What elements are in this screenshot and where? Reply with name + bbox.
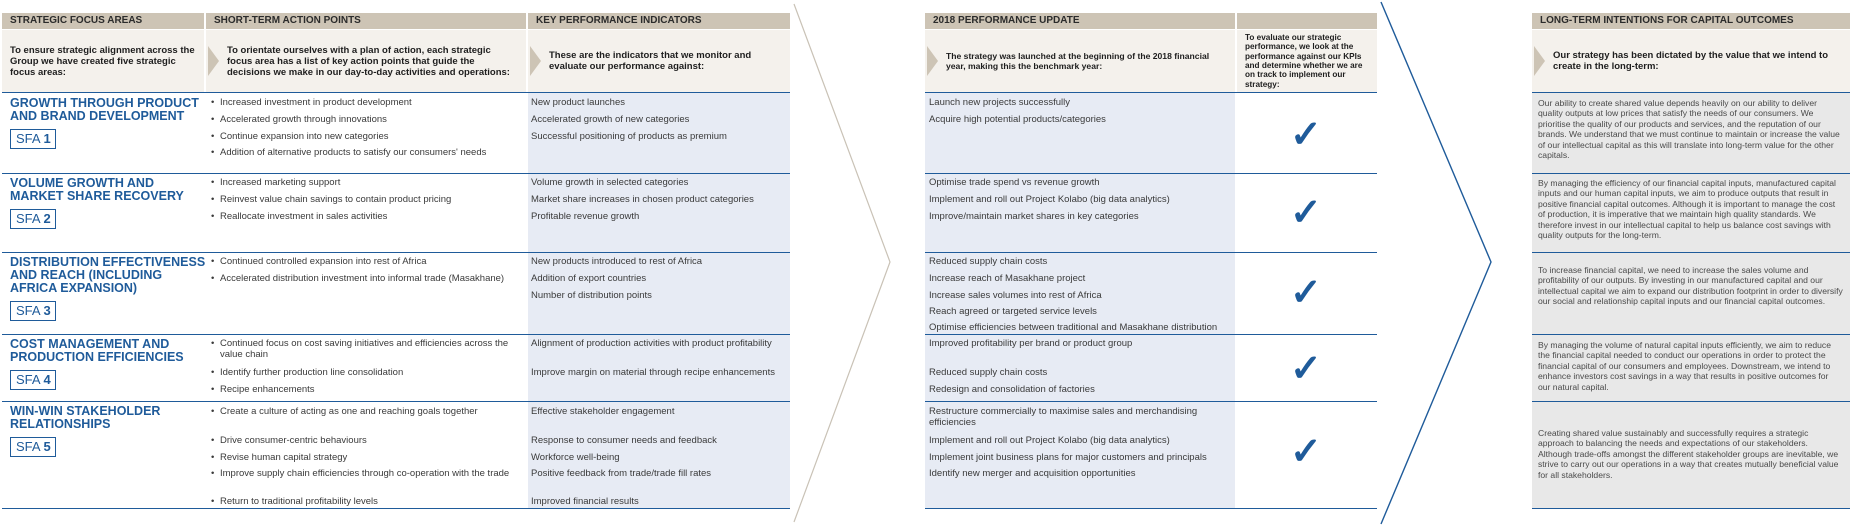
action-item: • Increased marketing support: [220, 177, 520, 188]
intro-evaluate: To evaluate our strategic performance, we look at the performance against our KPIs and determine whether we are on track to implement our strategy:: [1237, 30, 1377, 92]
intro-longterm: Our strategy has been dictated by the value that we intend to create in the long-term:: [1532, 30, 1850, 92]
update-item: Redesign and consolidation of factories: [929, 384, 1095, 395]
update-item: Implement joint business plans for major customers and principals: [929, 452, 1207, 463]
kpi-item: Market share increases in chosen product categories: [531, 194, 754, 205]
action-item: • Revise human capital strategy: [220, 452, 520, 463]
chevron-separator-icon: [790, 0, 900, 526]
action-item: • Accelerated growth through innovations: [220, 114, 520, 125]
longterm-text: Our ability to create shared value depends heavily on our ability to deliver quality outputs at low prices that satisfy the needs of our consumers. We prioritise the quality of our products and services, and the reputation of our brands. We understand that we must continue to maintain or increase the value of our intellectual capital as this will translate into long-term value for the other capitals.: [1538, 98, 1840, 161]
longterm-text: By managing the volume of natural capital inputs efficiently, we aim to reduce the financial capital needed to conduct our operations in order to protect the financial capital of our consumers and employees. Downstream, we intend to enhance investors cost savings in a way that results in positive outcomes for our natural capital.: [1538, 340, 1831, 392]
sfa-badge: SFA 3: [10, 301, 56, 321]
sfa-title: WIN-WIN STAKEHOLDER RELATIONSHIPS: [10, 404, 161, 431]
sfa-title: VOLUME GROWTH AND MARKET SHARE RECOVERY: [10, 176, 184, 203]
row-divider: [925, 173, 1377, 174]
action-item: • Reallocate investment in sales activities: [220, 211, 520, 222]
kpi-item: Positive feedback from trade/trade fill rates: [531, 468, 712, 479]
row-divider: [1532, 92, 1850, 93]
update-item: Improved profitability per brand or product group: [929, 338, 1133, 349]
update-item: Reduced supply chain costs: [929, 256, 1048, 267]
chevron-separator-icon: [1377, 0, 1497, 526]
update-item: Launch new projects successfully: [929, 97, 1070, 108]
kpi-item: Addition of export countries: [531, 273, 647, 284]
intro-arrow-icon: [1534, 46, 1545, 76]
row-divider: [2, 92, 790, 93]
action-item: • Addition of alternative products to satisfy our consumers' needs: [220, 147, 520, 158]
row-divider: [2, 401, 790, 402]
intro-arrow-icon: [208, 46, 219, 76]
checkmark-icon: ✓: [1290, 272, 1322, 314]
update-item: Implement and roll out Project Kolabo (big data analytics): [929, 194, 1170, 205]
row-divider: [1532, 252, 1850, 253]
row-divider: [1532, 173, 1850, 174]
sfa-title: GROWTH THROUGH PRODUCT AND BRAND DEVELOPMENT: [10, 96, 199, 123]
intro-actions: To orientate ourselves with a plan of action, each strategic focus area has a list of key action points that guide the decisions we make in our day-to-day activities and operations:: [206, 30, 526, 92]
action-item: • Accelerated distribution investment into informal trade (Masakhane): [220, 273, 524, 284]
longterm-text: To increase financial capital, we need to increase the sales volume and profitability of our outputs. By investing in our manufactured capital and our intellectual capital we aim to expand our distribution footprint in order to diversify our social and relationship capital inputs and our financial capital outcomes.: [1538, 265, 1843, 307]
action-item: • Create a culture of acting as one and reaching goals together: [220, 406, 520, 417]
header-longterm: LONG-TERM INTENTIONS FOR CAPITAL OUTCOMES: [1532, 13, 1850, 29]
row-divider: [925, 92, 1377, 93]
row-divider: [925, 508, 1377, 509]
update-item: Improve/maintain market shares in key categories: [929, 211, 1139, 222]
header-sfa: STRATEGIC FOCUS AREAS: [2, 13, 204, 29]
intro-arrow-icon: [530, 46, 541, 76]
intro-sfa: To ensure strategic alignment across the Group we have created five strategic focus areas:: [2, 30, 204, 92]
kpi-item: Accelerated growth of new categories: [531, 114, 690, 125]
kpi-item: Workforce well-being: [531, 452, 620, 463]
sfa-title: COST MANAGEMENT AND PRODUCTION EFFICIENCIES: [10, 337, 184, 364]
checkmark-icon: ✓: [1290, 114, 1322, 156]
action-item: • Continued controlled expansion into rest of Africa: [220, 256, 520, 267]
row-divider: [2, 334, 790, 335]
kpi-item: New products introduced to rest of Africa: [531, 256, 703, 267]
row-divider: [1532, 508, 1850, 509]
header-kpi: KEY PERFORMANCE INDICATORS: [528, 13, 790, 29]
row-divider: [1532, 334, 1850, 335]
checkmark-icon: ✓: [1290, 431, 1322, 473]
checkmark-icon: ✓: [1290, 192, 1322, 234]
row-divider: [2, 508, 790, 509]
action-item: • Continue expansion into new categories: [220, 131, 520, 142]
header-actions: SHORT-TERM ACTION POINTS: [206, 13, 526, 29]
action-item: • Recipe enhancements: [220, 384, 520, 395]
kpi-item: Alignment of production activities with product profitability: [531, 338, 772, 349]
intro-arrow-icon: [927, 46, 938, 76]
row-divider: [925, 334, 1377, 335]
row-divider: [2, 173, 790, 174]
action-item: • Return to traditional profitability levels: [220, 496, 520, 507]
row-divider: [925, 401, 1377, 402]
sfa-title: DISTRIBUTION EFFECTIVENESS AND REACH (INCLUDING AFRICA EXPANSION): [10, 255, 206, 295]
kpi-item: Volume growth in selected categories: [531, 177, 689, 188]
header-evaluate: [1237, 13, 1377, 29]
row-divider: [1532, 401, 1850, 402]
sfa-badge: SFA 5: [10, 437, 56, 457]
sfa-badge: SFA 2: [10, 209, 56, 229]
update-item: Increase sales volumes into rest of Africa: [929, 290, 1102, 301]
kpi-item: New product launches: [531, 97, 625, 108]
update-item: Implement and roll out Project Kolabo (big data analytics): [929, 435, 1170, 446]
intro-kpi: These are the indicators that we monitor and evaluate our performance against:: [528, 30, 790, 92]
row-divider: [2, 252, 790, 253]
kpi-item: Response to consumer needs and feedback: [531, 435, 717, 446]
header-update: 2018 PERFORMANCE UPDATE: [925, 13, 1235, 29]
row-divider: [925, 252, 1377, 253]
update-item: Identify new merger and acquisition opportunities: [929, 468, 1136, 479]
checkmark-icon: ✓: [1290, 348, 1322, 390]
action-item: • Improve supply chain efficiencies through co-operation with the trade: [220, 468, 520, 479]
kpi-item: Profitable revenue growth: [531, 211, 640, 222]
update-item: Optimise trade spend vs revenue growth: [929, 177, 1100, 188]
kpi-item: Number of distribution points: [531, 290, 652, 301]
kpi-item: Effective stakeholder engagement: [531, 406, 675, 417]
action-item: • Continued focus on cost saving initiatives and efficiencies across the value chain: [220, 338, 520, 360]
action-item: • Identify further production line consolidation: [220, 367, 520, 378]
intro-update: The strategy was launched at the beginning of the 2018 financial year, making this the benchmark year:: [925, 30, 1235, 92]
update-item: Optimise efficiencies between traditional and Masakhane distribution: [929, 322, 1218, 333]
kpi-item: Successful positioning of products as premium: [531, 131, 727, 142]
longterm-text: Creating shared value sustainably and successfully requires a strategic approach to balancing the needs and expectations of our stakeholders. Although trade-offs amongst the different stakeholder groups are inevitable, we strive to carry out our operations in a way that creates mutually beneficial value for all stakeholders.: [1538, 428, 1839, 480]
longterm-text: By managing the efficiency of our financial capital inputs, manufactured capital inputs and our human capital inputs, we aim to produce outputs that result in positive financial capital outcomes. Although it is important to manage the cost of production, it is imperative that we maintain high quality standards. We therefore invest in our intellectual capital to help us balance cost savings with quality outputs for the long-term.: [1538, 178, 1836, 241]
update-item: Acquire high potential products/categories: [929, 114, 1106, 125]
sfa-badge: SFA 1: [10, 129, 56, 149]
update-item: Reduced supply chain costs: [929, 367, 1048, 378]
action-item: • Reinvest value chain savings to contain product pricing: [220, 194, 520, 205]
update-item: Increase reach of Masakhane project: [929, 273, 1086, 284]
sfa-badge: SFA 4: [10, 370, 56, 390]
action-item: • Increased investment in product development: [220, 97, 520, 108]
update-item: Restructure commercially to maximise sales and merchandising efficiencies: [929, 406, 1198, 428]
kpi-item: Improved financial results: [531, 496, 639, 507]
update-item: Reach agreed or targeted service levels: [929, 306, 1097, 317]
action-item: • Drive consumer-centric behaviours: [220, 435, 520, 446]
kpi-item: Improve margin on material through recipe enhancements: [531, 367, 775, 378]
